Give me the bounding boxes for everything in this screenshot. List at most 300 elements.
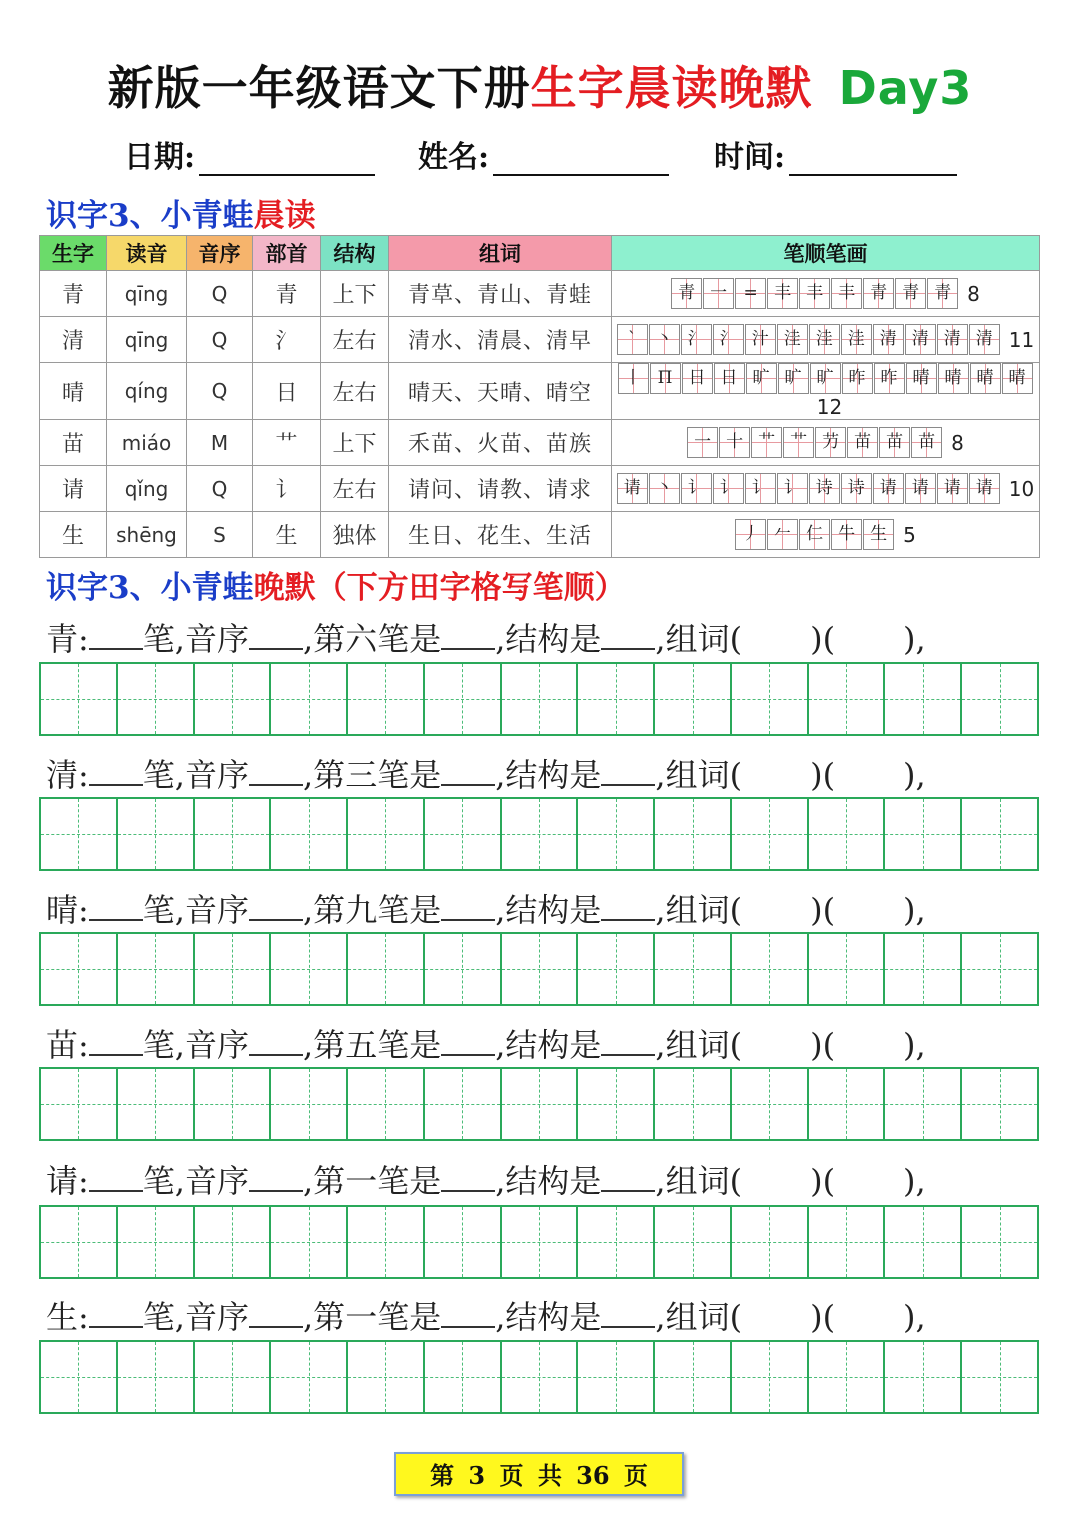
structure-cell: 左右 bbox=[321, 466, 389, 512]
table-row bbox=[40, 363, 1040, 420]
stroke-step: 清 bbox=[873, 324, 904, 355]
tianzige-cell[interactable] bbox=[195, 664, 272, 734]
words-label: ,组词( bbox=[655, 1162, 743, 1200]
question-colon: : bbox=[78, 1298, 89, 1336]
stroke-order-cell bbox=[612, 466, 1040, 512]
stroke-label: 笔, bbox=[142, 756, 185, 794]
stroke-order-cell bbox=[612, 317, 1040, 363]
structure-label: ,结构是 bbox=[495, 891, 602, 929]
stroke-step: 苗 bbox=[911, 427, 942, 458]
tianzige-cell[interactable] bbox=[809, 1342, 886, 1412]
words-separator: )( bbox=[810, 1026, 836, 1064]
tianzige-row bbox=[39, 797, 1039, 871]
tianzige-cell[interactable] bbox=[655, 1069, 732, 1139]
tianzige-row bbox=[39, 662, 1039, 736]
page-title bbox=[0, 52, 1080, 118]
stroke-step: 丰 bbox=[767, 278, 798, 309]
char-cell: 请 bbox=[40, 466, 107, 512]
tianzige-cell[interactable] bbox=[425, 1342, 502, 1412]
tianzige-cell[interactable] bbox=[732, 664, 809, 734]
structure-cell: 上下 bbox=[321, 420, 389, 466]
nth-stroke-blank[interactable] bbox=[441, 754, 495, 786]
table-row bbox=[40, 466, 1040, 512]
nth-number: 九 bbox=[345, 891, 378, 929]
tianzige-cell[interactable] bbox=[502, 664, 579, 734]
question-char: 请 bbox=[46, 1162, 79, 1200]
stroke-step: 洼 bbox=[809, 324, 840, 355]
tianzige-cell[interactable] bbox=[809, 934, 886, 1004]
stroke-step: = bbox=[735, 278, 766, 309]
words-separator: )( bbox=[810, 620, 836, 658]
structure-label: ,结构是 bbox=[495, 756, 602, 794]
col-header-char: 生字 bbox=[40, 236, 107, 271]
nth-prefix: ,第 bbox=[303, 620, 346, 658]
question-line bbox=[46, 1156, 1056, 1202]
structure-label: ,结构是 bbox=[495, 1298, 602, 1336]
words-label: ,组词( bbox=[655, 620, 743, 658]
order-cell: S bbox=[187, 512, 253, 558]
structure-cell: 左右 bbox=[321, 363, 389, 420]
order-cell: M bbox=[187, 420, 253, 466]
tianzige-cell[interactable] bbox=[655, 1207, 732, 1277]
radical-cell: 讠 bbox=[253, 466, 321, 512]
tianzige-cell[interactable] bbox=[809, 1207, 886, 1277]
question-line bbox=[46, 1292, 1056, 1338]
stroke-step: 苗 bbox=[879, 427, 910, 458]
stroke-step: 请 bbox=[969, 473, 1000, 504]
name-field[interactable] bbox=[418, 132, 669, 176]
evening-heading-lesson: 识字3、小青蛙 bbox=[46, 570, 254, 606]
stroke-step: 生 bbox=[863, 519, 894, 550]
stroke-label: 笔, bbox=[142, 620, 185, 658]
nth-prefix: ,第 bbox=[303, 1298, 346, 1336]
pinyin-cell: miáo bbox=[107, 420, 187, 466]
tianzige-cell[interactable] bbox=[578, 799, 655, 869]
stroke-step: 晴 bbox=[906, 363, 937, 394]
stroke-step: 汁 bbox=[745, 324, 776, 355]
stroke-count: 8 bbox=[967, 281, 980, 306]
stroke-step: 晴 bbox=[1002, 363, 1033, 394]
stroke-step: 苗 bbox=[847, 427, 878, 458]
tianzige-cell[interactable] bbox=[885, 664, 962, 734]
words-label: ,组词( bbox=[655, 1298, 743, 1336]
nth-prefix: ,第 bbox=[303, 1026, 346, 1064]
structure-blank[interactable] bbox=[601, 889, 655, 921]
structure-blank[interactable] bbox=[601, 1296, 655, 1328]
stroke-count-blank[interactable] bbox=[89, 889, 143, 921]
radical-cell: 青 bbox=[253, 271, 321, 317]
stroke-step: 请 bbox=[937, 473, 968, 504]
tianzige-cell[interactable] bbox=[195, 1342, 272, 1412]
stroke-step: 旷 bbox=[746, 363, 777, 394]
stroke-step: 诗 bbox=[809, 473, 840, 504]
tianzige-cell[interactable] bbox=[41, 1069, 118, 1139]
question-char: 晴 bbox=[46, 891, 79, 929]
tianzige-cell[interactable] bbox=[41, 934, 118, 1004]
tianzige-cell[interactable] bbox=[502, 1069, 579, 1139]
stroke-step: 旷 bbox=[810, 363, 841, 394]
order-blank[interactable] bbox=[249, 1296, 303, 1328]
stroke-order-cell bbox=[612, 271, 1040, 317]
tianzige-cell[interactable] bbox=[732, 1069, 809, 1139]
tianzige-cell[interactable] bbox=[348, 1342, 425, 1412]
table-row bbox=[40, 420, 1040, 466]
stroke-step: 洼 bbox=[841, 324, 872, 355]
question-line bbox=[46, 1020, 1056, 1066]
structure-label: ,结构是 bbox=[495, 1162, 602, 1200]
stroke-count-blank[interactable] bbox=[89, 754, 143, 786]
tianzige-cell[interactable] bbox=[962, 1069, 1037, 1139]
stroke-step: 旷 bbox=[778, 363, 809, 394]
col-header-structure: 结构 bbox=[321, 236, 389, 271]
tianzige-cell[interactable] bbox=[348, 1069, 425, 1139]
nth-suffix: 笔是 bbox=[377, 891, 442, 929]
tianzige-cell[interactable] bbox=[271, 799, 348, 869]
col-header-order: 音序 bbox=[187, 236, 253, 271]
evening-heading-mode: 晚默（下方田字格写笔顺） bbox=[253, 570, 626, 606]
nth-number: 三 bbox=[345, 756, 378, 794]
tianzige-cell[interactable] bbox=[425, 664, 502, 734]
words-end: ), bbox=[903, 1026, 926, 1064]
structure-blank[interactable] bbox=[601, 1024, 655, 1056]
radical-cell: 日 bbox=[253, 363, 321, 420]
stroke-step: 青 bbox=[671, 278, 702, 309]
words-label: ,组词( bbox=[655, 756, 743, 794]
stroke-count: 8 bbox=[951, 430, 964, 455]
title-part-black: 新版一年级语文下册 bbox=[107, 61, 531, 115]
stroke-step: 一 bbox=[703, 278, 734, 309]
stroke-label: 笔, bbox=[142, 1298, 185, 1336]
stroke-step: 青 bbox=[895, 278, 926, 309]
order-cell: Q bbox=[187, 271, 253, 317]
nth-number: 一 bbox=[345, 1162, 378, 1200]
structure-blank[interactable] bbox=[601, 618, 655, 650]
stroke-order-cell bbox=[612, 512, 1040, 558]
nth-suffix: 笔是 bbox=[377, 1162, 442, 1200]
tianzige-cell[interactable] bbox=[502, 1342, 579, 1412]
words-cell: 青草、青山、青蛙 bbox=[389, 271, 612, 317]
stroke-step: 丶 bbox=[649, 324, 680, 355]
tianzige-cell[interactable] bbox=[962, 934, 1037, 1004]
tianzige-cell[interactable] bbox=[885, 934, 962, 1004]
question-char: 生 bbox=[46, 1298, 79, 1336]
stroke-count-blank[interactable] bbox=[89, 1296, 143, 1328]
tianzige-cell[interactable] bbox=[885, 1342, 962, 1412]
tianzige-cell[interactable] bbox=[502, 934, 579, 1004]
stroke-step: 芀 bbox=[815, 427, 846, 458]
stroke-step: 丶 bbox=[649, 473, 680, 504]
order-blank[interactable] bbox=[249, 1024, 303, 1056]
order-blank[interactable] bbox=[249, 889, 303, 921]
time-blank[interactable] bbox=[789, 144, 957, 176]
stroke-step: 一 bbox=[687, 427, 718, 458]
tianzige-cell[interactable] bbox=[578, 1207, 655, 1277]
tianzige-cell[interactable] bbox=[732, 1207, 809, 1277]
order-blank[interactable] bbox=[249, 754, 303, 786]
stroke-step: 讠 bbox=[681, 473, 712, 504]
page-number-badge: 第 3 页 共 36 页 bbox=[394, 1452, 684, 1496]
tianzige-cell[interactable] bbox=[271, 1342, 348, 1412]
stroke-count: 12 bbox=[816, 395, 843, 419]
stroke-step: 清 bbox=[969, 324, 1000, 355]
tianzige-cell[interactable] bbox=[732, 934, 809, 1004]
stroke-count-blank[interactable] bbox=[89, 1024, 143, 1056]
tianzige-cell[interactable] bbox=[732, 1342, 809, 1412]
stroke-step: 请 bbox=[617, 473, 648, 504]
words-separator: )( bbox=[810, 1162, 836, 1200]
tianzige-cell[interactable] bbox=[578, 1069, 655, 1139]
stroke-step: 洼 bbox=[777, 324, 808, 355]
nth-suffix: 笔是 bbox=[377, 756, 442, 794]
tianzige-cell[interactable] bbox=[655, 934, 732, 1004]
tianzige-cell[interactable] bbox=[732, 799, 809, 869]
tianzige-cell[interactable] bbox=[885, 1207, 962, 1277]
nth-prefix: ,第 bbox=[303, 1162, 346, 1200]
stroke-label: 笔, bbox=[142, 1026, 185, 1064]
question-line bbox=[46, 750, 1056, 796]
stroke-step: 氵 bbox=[713, 324, 744, 355]
stroke-count-blank[interactable] bbox=[89, 618, 143, 650]
order-cell: Q bbox=[187, 317, 253, 363]
nth-stroke-blank[interactable] bbox=[441, 1160, 495, 1192]
tianzige-cell[interactable] bbox=[118, 1207, 195, 1277]
question-colon: : bbox=[78, 1026, 89, 1064]
tianzige-cell[interactable] bbox=[348, 934, 425, 1004]
tianzige-cell[interactable] bbox=[195, 799, 272, 869]
stroke-step: 十 bbox=[719, 427, 750, 458]
order-blank[interactable] bbox=[249, 618, 303, 650]
stroke-count: 11 bbox=[1008, 327, 1035, 352]
char-cell: 生 bbox=[40, 512, 107, 558]
pinyin-cell: qǐng bbox=[107, 466, 187, 512]
nth-prefix: ,第 bbox=[303, 756, 346, 794]
stroke-step: ` bbox=[617, 324, 648, 355]
tianzige-row bbox=[39, 1067, 1039, 1141]
stroke-step: 讠 bbox=[745, 473, 776, 504]
tianzige-cell[interactable] bbox=[118, 934, 195, 1004]
tianzige-cell[interactable] bbox=[655, 1342, 732, 1412]
stroke-step: 青 bbox=[863, 278, 894, 309]
stroke-step: 晴 bbox=[970, 363, 1001, 394]
name-label: 姓名: bbox=[418, 140, 490, 175]
tianzige-row bbox=[39, 1340, 1039, 1414]
tianzige-cell[interactable] bbox=[885, 799, 962, 869]
character-table bbox=[39, 235, 1040, 558]
tianzige-cell[interactable] bbox=[118, 799, 195, 869]
tianzige-cell[interactable] bbox=[809, 1069, 886, 1139]
nth-stroke-blank[interactable] bbox=[441, 1024, 495, 1056]
char-cell: 青 bbox=[40, 271, 107, 317]
nth-suffix: 笔是 bbox=[377, 620, 442, 658]
words-separator: )( bbox=[810, 1298, 836, 1336]
evening-heading bbox=[46, 562, 626, 607]
stroke-step: 丰 bbox=[799, 278, 830, 309]
stroke-step: 请 bbox=[873, 473, 904, 504]
date-field[interactable] bbox=[124, 132, 375, 176]
tianzige-cell[interactable] bbox=[425, 1207, 502, 1277]
tianzige-cell[interactable] bbox=[578, 1342, 655, 1412]
tianzige-cell[interactable] bbox=[809, 664, 886, 734]
stroke-step: 晴 bbox=[938, 363, 969, 394]
stroke-count: 5 bbox=[903, 522, 916, 547]
nth-suffix: 笔是 bbox=[377, 1026, 442, 1064]
stroke-step: 丿 bbox=[735, 519, 766, 550]
stroke-order-cell bbox=[612, 420, 1040, 466]
tianzige-cell[interactable] bbox=[655, 799, 732, 869]
pinyin-cell: qíng bbox=[107, 363, 187, 420]
tianzige-cell[interactable] bbox=[425, 1069, 502, 1139]
words-end: ), bbox=[903, 891, 926, 929]
order-label: 音序 bbox=[184, 756, 249, 794]
col-header-radical: 部首 bbox=[253, 236, 321, 271]
question-colon: : bbox=[78, 756, 89, 794]
words-separator: )( bbox=[810, 891, 836, 929]
table-row bbox=[40, 271, 1040, 317]
tianzige-cell[interactable] bbox=[809, 799, 886, 869]
structure-label: ,结构是 bbox=[495, 620, 602, 658]
stroke-step: 牛 bbox=[831, 519, 862, 550]
question-line bbox=[46, 614, 1056, 660]
tianzige-cell[interactable] bbox=[502, 1207, 579, 1277]
tianzige-cell[interactable] bbox=[41, 664, 118, 734]
tianzige-cell[interactable] bbox=[348, 799, 425, 869]
nth-number: 五 bbox=[345, 1026, 378, 1064]
question-char: 苗 bbox=[46, 1026, 79, 1064]
tianzige-cell[interactable] bbox=[962, 1342, 1037, 1412]
tianzige-cell[interactable] bbox=[195, 1069, 272, 1139]
table-row bbox=[40, 512, 1040, 558]
name-blank[interactable] bbox=[493, 144, 669, 176]
nth-prefix: ,第 bbox=[303, 891, 346, 929]
tianzige-cell[interactable] bbox=[195, 934, 272, 1004]
words-cell: 生日、花生、生活 bbox=[389, 512, 612, 558]
stroke-step: 氵 bbox=[681, 324, 712, 355]
stroke-step: 清 bbox=[905, 324, 936, 355]
tianzige-cell[interactable] bbox=[41, 1342, 118, 1412]
stroke-step: 艹 bbox=[751, 427, 782, 458]
tianzige-cell[interactable] bbox=[962, 664, 1037, 734]
tianzige-cell[interactable] bbox=[118, 1069, 195, 1139]
tianzige-cell[interactable] bbox=[271, 1069, 348, 1139]
stroke-step: 𠂉 bbox=[767, 519, 798, 550]
stroke-step: 诗 bbox=[841, 473, 872, 504]
tianzige-cell[interactable] bbox=[195, 1207, 272, 1277]
morning-heading-lesson: 识字3、小青蛙 bbox=[46, 198, 254, 234]
char-cell: 苗 bbox=[40, 420, 107, 466]
question-colon: : bbox=[78, 1162, 89, 1200]
words-end: ), bbox=[903, 1298, 926, 1336]
col-header-words: 组词 bbox=[389, 236, 612, 271]
order-cell: Q bbox=[187, 363, 253, 420]
stroke-step: 昨 bbox=[874, 363, 905, 394]
order-label: 音序 bbox=[184, 891, 249, 929]
nth-stroke-blank[interactable] bbox=[441, 1296, 495, 1328]
structure-blank[interactable] bbox=[601, 754, 655, 786]
tianzige-cell[interactable] bbox=[118, 1342, 195, 1412]
tianzige-cell[interactable] bbox=[348, 1207, 425, 1277]
tianzige-cell[interactable] bbox=[655, 664, 732, 734]
words-separator: )( bbox=[810, 756, 836, 794]
words-cell: 禾苗、火苗、苗族 bbox=[389, 420, 612, 466]
time-label: 时间: bbox=[714, 140, 786, 175]
stroke-step: 讠 bbox=[777, 473, 808, 504]
pinyin-cell: qīng bbox=[107, 271, 187, 317]
tianzige-cell[interactable] bbox=[41, 799, 118, 869]
col-header-pinyin: 读音 bbox=[107, 236, 187, 271]
structure-cell: 独体 bbox=[321, 512, 389, 558]
question-colon: : bbox=[78, 891, 89, 929]
stroke-label: 笔, bbox=[142, 1162, 185, 1200]
structure-cell: 左右 bbox=[321, 317, 389, 363]
tianzige-cell[interactable] bbox=[962, 799, 1037, 869]
tianzige-cell[interactable] bbox=[348, 664, 425, 734]
tianzige-cell[interactable] bbox=[271, 664, 348, 734]
nth-stroke-blank[interactable] bbox=[441, 889, 495, 921]
date-blank[interactable] bbox=[199, 144, 375, 176]
stroke-step: 请 bbox=[905, 473, 936, 504]
words-end: ), bbox=[903, 620, 926, 658]
table-row bbox=[40, 317, 1040, 363]
title-part-red: 生字晨读晚默 bbox=[530, 61, 813, 115]
col-header-strokes: 笔顺笔画 bbox=[612, 236, 1040, 271]
stroke-label: 笔, bbox=[142, 891, 185, 929]
stroke-count-blank[interactable] bbox=[89, 1160, 143, 1192]
morning-heading-mode: 晨读 bbox=[253, 198, 316, 234]
order-label: 音序 bbox=[184, 1026, 249, 1064]
radical-cell: 艹 bbox=[253, 420, 321, 466]
tianzige-cell[interactable] bbox=[578, 664, 655, 734]
stroke-step: 清 bbox=[937, 324, 968, 355]
date-label: 日期: bbox=[124, 140, 196, 175]
question-line bbox=[46, 885, 1056, 931]
order-label: 音序 bbox=[184, 620, 249, 658]
words-label: ,组词( bbox=[655, 891, 743, 929]
tianzige-row bbox=[39, 932, 1039, 1006]
tianzige-cell[interactable] bbox=[425, 799, 502, 869]
stroke-step: 青 bbox=[927, 278, 958, 309]
nth-stroke-blank[interactable] bbox=[441, 618, 495, 650]
nth-suffix: 笔是 bbox=[377, 1298, 442, 1336]
tianzige-cell[interactable] bbox=[118, 664, 195, 734]
words-cell: 晴天、天晴、晴空 bbox=[389, 363, 612, 420]
question-char: 清 bbox=[46, 756, 79, 794]
stroke-step: 日 bbox=[714, 363, 745, 394]
words-cell: 清水、清晨、清早 bbox=[389, 317, 612, 363]
radical-cell: 氵 bbox=[253, 317, 321, 363]
tianzige-cell[interactable] bbox=[271, 1207, 348, 1277]
order-label: 音序 bbox=[184, 1298, 249, 1336]
tianzige-cell[interactable] bbox=[962, 1207, 1037, 1277]
tianzige-cell[interactable] bbox=[885, 1069, 962, 1139]
order-blank[interactable] bbox=[249, 1160, 303, 1192]
time-field[interactable] bbox=[714, 132, 957, 176]
tianzige-cell[interactable] bbox=[41, 1207, 118, 1277]
nth-number: 六 bbox=[345, 620, 378, 658]
tianzige-row bbox=[39, 1205, 1039, 1279]
nth-number: 一 bbox=[345, 1298, 378, 1336]
tianzige-cell[interactable] bbox=[578, 934, 655, 1004]
pinyin-cell: qīng bbox=[107, 317, 187, 363]
tianzige-cell[interactable] bbox=[502, 799, 579, 869]
tianzige-cell[interactable] bbox=[271, 934, 348, 1004]
structure-blank[interactable] bbox=[601, 1160, 655, 1192]
stroke-order-cell bbox=[612, 363, 1040, 420]
order-label: 音序 bbox=[184, 1162, 249, 1200]
tianzige-cell[interactable] bbox=[425, 934, 502, 1004]
char-cell: 清 bbox=[40, 317, 107, 363]
stroke-step: 日 bbox=[682, 363, 713, 394]
question-colon: : bbox=[78, 620, 89, 658]
